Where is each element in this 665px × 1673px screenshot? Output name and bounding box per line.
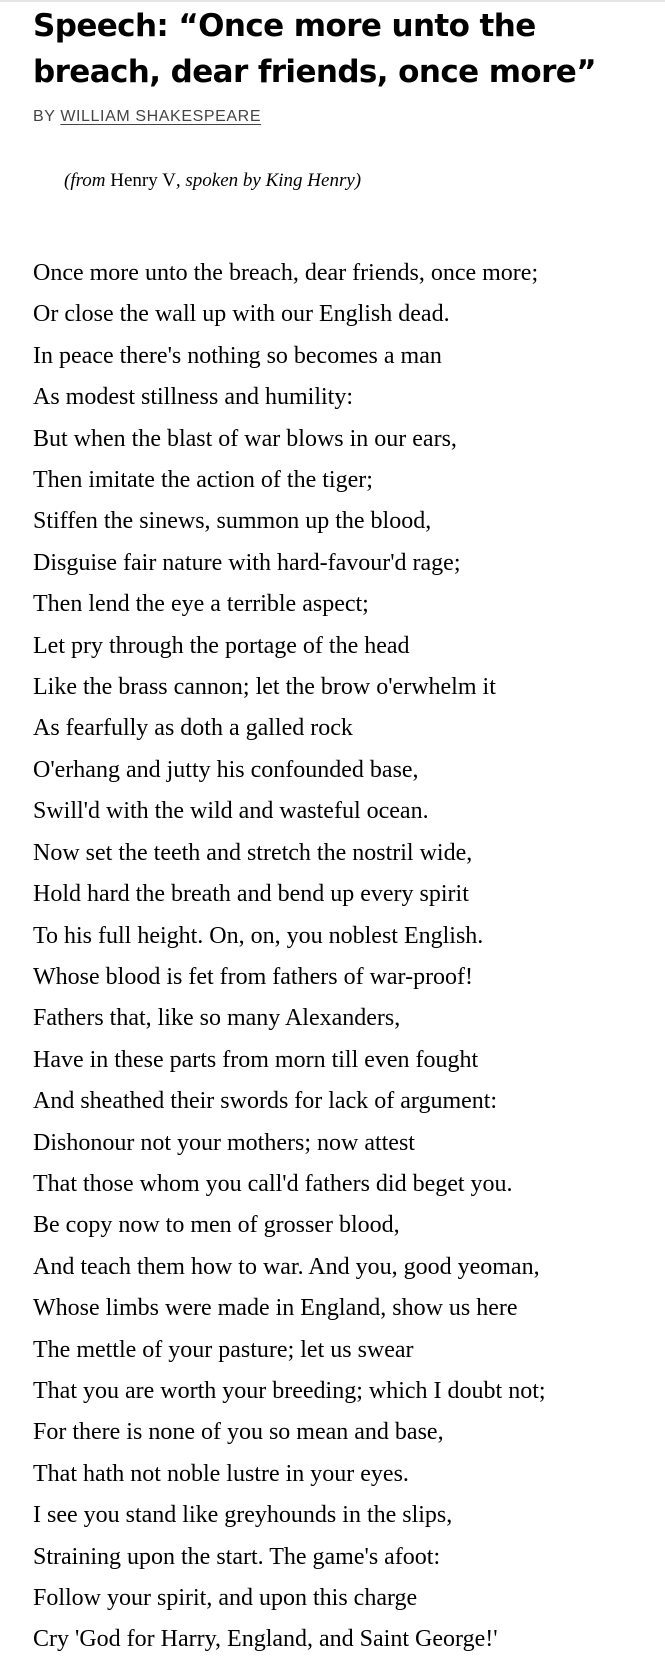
poem-line: Fathers that, like so many Alexanders, <box>33 1005 401 1032</box>
poem-line: I see you stand like greyhounds in the slips, <box>33 1502 453 1529</box>
poem-line: Swill'd with the wild and wasteful ocean. <box>33 798 429 825</box>
poem-line: But when the blast of war blows in our ears, <box>33 425 457 452</box>
poem-line: To his full height. On, on, you noblest English. <box>33 922 484 949</box>
poem-line: That those whom you call'd fathers did beget you. <box>33 1170 513 1197</box>
poem-line: Hold hard the breath and bend up every spirit <box>33 881 469 908</box>
epigraph-work: Henry V <box>105 170 176 191</box>
poem-line: Stiffen the sinews, summon up the blood, <box>33 508 432 535</box>
poem-line: In peace there's nothing so becomes a man <box>33 342 442 369</box>
poem-line: For there is none of you so mean and base, <box>33 1419 444 1446</box>
epigraph-open: (from <box>64 170 106 191</box>
poem-line: Be copy now to men of grosser blood, <box>33 1212 400 1239</box>
poem-line: That you are worth your breeding; which I doubt not; <box>33 1377 546 1404</box>
poem-line: Let pry through the portage of the head <box>33 632 410 659</box>
poem-line: And teach them how to war. And you, good yeoman, <box>33 1253 540 1280</box>
byline <box>33 107 658 127</box>
poem-line: Then lend the eye a terrible aspect; <box>33 591 369 618</box>
poem-line: Whose blood is fet from fathers of war-proof! <box>33 963 474 990</box>
poem-line: Cry 'God for Harry, England, and Saint George!' <box>33 1626 498 1653</box>
byline-prefix: BY <box>33 108 61 125</box>
epigraph <box>64 169 658 193</box>
poem-line: As modest stillness and humility: <box>33 384 354 411</box>
poem-line: Whose limbs were made in England, show us here <box>33 1295 518 1322</box>
poem-line: That hath not noble lustre in your eyes. <box>33 1460 409 1487</box>
poem-line: Straining upon the start. The game's afoot: <box>33 1543 441 1570</box>
article <box>33 0 658 1661</box>
poem-line: Follow your spirit, and upon this charge <box>33 1585 418 1611</box>
poem-line: The mettle of your pasture; let us swear <box>33 1336 414 1363</box>
poem-line: Have in these parts from morn till even fought <box>33 1046 479 1073</box>
poem-line: O'erhang and jutty his confounded base, <box>33 756 419 783</box>
poem-line: Like the brass cannon; let the brow o'erwhelm it <box>33 674 496 701</box>
poem-line: Or close the wall up with our English dead. <box>33 301 450 328</box>
poem-line: Then imitate the action of the tiger; <box>33 467 373 494</box>
author-link[interactable]: WILLIAM SHAKESPEARE <box>60 108 262 125</box>
poem-line: Dishonour not your mothers; now attest <box>33 1129 415 1156</box>
epigraph-rest: , spoken by King Henry) <box>175 170 362 191</box>
poem-line: And sheathed their swords for lack of argument: <box>33 1088 498 1115</box>
page-title: Speech: “Once more unto the breach, dear friends, once more” <box>33 8 597 90</box>
poem-line: Now set the teeth and stretch the nostril wide, <box>33 839 473 866</box>
poem-line: Once more unto the breach, dear friends, once more; <box>33 260 539 286</box>
poem-line: Disguise fair nature with hard-favour'd rage; <box>33 549 461 576</box>
poem-line: As fearfully as doth a galled rock <box>33 715 353 742</box>
poem-body <box>33 253 658 1661</box>
